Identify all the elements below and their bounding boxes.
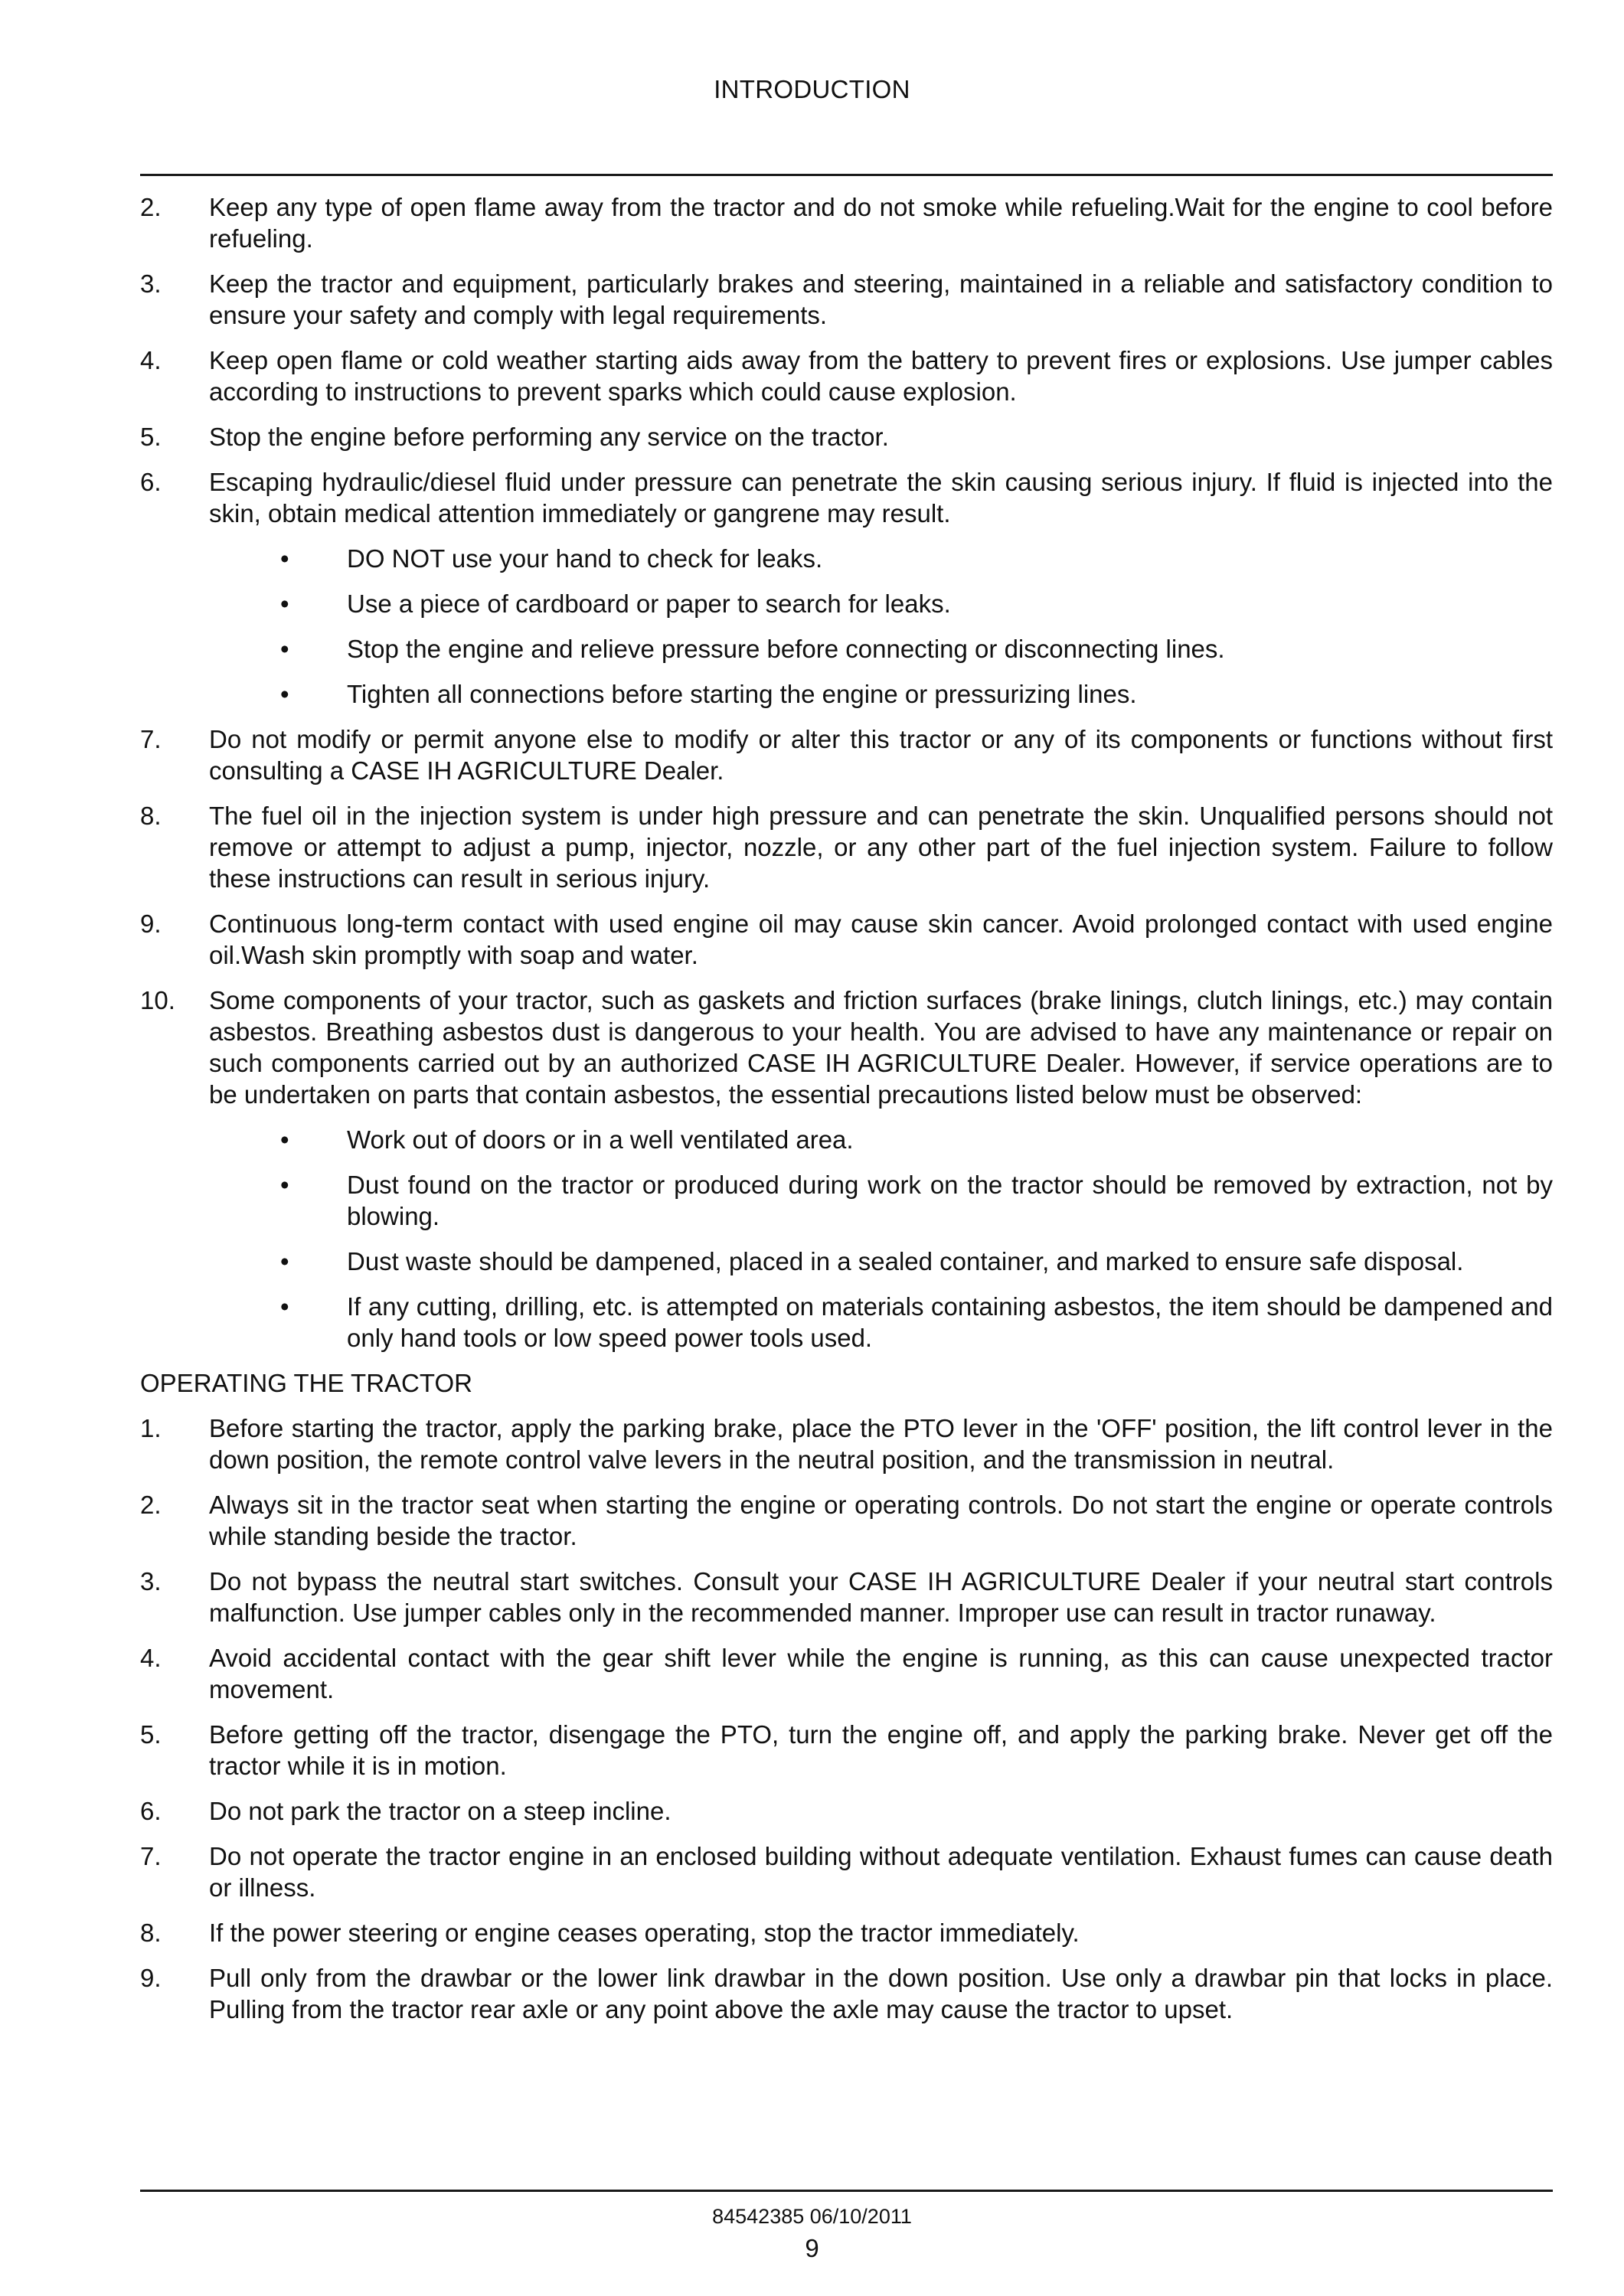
list-number: 4. xyxy=(140,346,162,374)
bullet-dot-icon: • xyxy=(280,544,289,573)
bullet-text: Dust found on the tractor or produced during work on the tractor should be removed by extraction, not by blowing. xyxy=(347,1171,1553,1230)
list-item-text: Stop the engine before performing any service on the tractor. xyxy=(209,423,889,451)
bullet-text: DO NOT use your hand to check for leaks. xyxy=(347,544,823,573)
list-number: 2. xyxy=(140,1491,162,1519)
footer-doc-reference: 84542385 06/10/2011 xyxy=(712,2205,912,2228)
bullet-dot-icon: • xyxy=(280,1171,289,1199)
list-item-text: Before starting the tractor, apply the parking brake, place the PTO lever in the 'OFF' position, the lift control lever in the down position, the remote control valve levers in the neutral position, and the transmission in neutral. xyxy=(209,1414,1553,1474)
safety-item xyxy=(140,985,1553,1354)
list-number: 7. xyxy=(140,1842,162,1870)
list-number: 6. xyxy=(140,468,162,496)
bullet-dot-icon: • xyxy=(280,590,289,618)
list-item-text: Keep the tractor and equipment, particularly brakes and steering, maintained in a reliable and satisfactory condition to ensure your safety and comply with legal requirements. xyxy=(209,269,1553,329)
page-header-title: INTRODUCTION xyxy=(714,75,910,103)
section-title: OPERATING THE TRACTOR xyxy=(140,1369,472,1397)
safety-item xyxy=(140,191,1553,254)
list-item-text: Continuous long-term contact with used engine oil may cause skin cancer. Avoid prolonged contact with used engine oil.Wash skin promptly with soap and water. xyxy=(209,910,1553,969)
list-number: 8. xyxy=(140,802,162,830)
safety-item xyxy=(140,421,1553,452)
list-item-text: The fuel oil in the injection system is under high pressure and can penetrate the skin. Unqualified persons should not remove or attempt to adjust a pump, injector, nozzle, or any other part of the fuel injection system. Failure to follow these instructions can result in serious injury. xyxy=(209,802,1553,893)
bullet-text: Use a piece of cardboard or paper to search for leaks. xyxy=(347,590,951,618)
list-item-text: Do not bypass the neutral start switches. Consult your CASE IH AGRICULTURE Dealer if your neutral start controls malfunction. Use jumper cables only in the recommended manner. Improper use can result in tractor runaway. xyxy=(209,1567,1553,1627)
footer-rule xyxy=(140,2190,1553,2192)
bullet-dot-icon: • xyxy=(280,635,289,663)
operating-list xyxy=(140,1413,1553,2025)
list-number: 8. xyxy=(140,1919,162,1947)
safety-item xyxy=(140,908,1553,971)
list-item-text: Escaping hydraulic/diesel fluid under pressure can penetrate the skin causing serious injury. If fluid is injected into the skin, obtain medical attention immediately or gangrene may result. xyxy=(209,468,1553,527)
operating-item xyxy=(140,1489,1553,1552)
operating-item xyxy=(140,1566,1553,1628)
safety-item xyxy=(140,466,1553,710)
page-content xyxy=(140,191,1553,2039)
list-number: 2. xyxy=(140,193,162,221)
list-number: 6. xyxy=(140,1797,162,1825)
operating-item xyxy=(140,1917,1553,1948)
bullet-item xyxy=(209,678,1553,710)
bullet-item xyxy=(209,1169,1553,1232)
bullet-item xyxy=(209,1291,1553,1354)
bullet-text: Work out of doors or in a well ventilated area. xyxy=(347,1125,854,1154)
header-rule xyxy=(140,174,1553,176)
bullet-item xyxy=(209,633,1553,665)
list-item-text: Keep any type of open flame away from the tractor and do not smoke while refueling.Wait for the engine to cool before refueling. xyxy=(209,193,1553,253)
bullet-dot-icon: • xyxy=(280,1292,289,1321)
bullet-item xyxy=(209,1246,1553,1277)
bullet-item xyxy=(209,588,1553,619)
operating-item xyxy=(140,1840,1553,1903)
operating-item xyxy=(140,1795,1553,1827)
list-number: 7. xyxy=(140,725,162,753)
bullet-dot-icon: • xyxy=(280,680,289,708)
safety-item xyxy=(140,345,1553,407)
bullet-dot-icon: • xyxy=(280,1247,289,1275)
list-number: 9. xyxy=(140,910,162,938)
list-item-text: Do not park the tractor on a steep incline. xyxy=(209,1797,671,1825)
operating-item xyxy=(140,1719,1553,1782)
list-item-text: Do not modify or permit anyone else to modify or alter this tractor or any of its components or functions without first consulting a CASE IH AGRICULTURE Dealer. xyxy=(209,725,1553,785)
list-number: 3. xyxy=(140,269,162,298)
bullet-item xyxy=(209,1124,1553,1155)
list-item-text: Avoid accidental contact with the gear shift lever while the engine is running, as this can cause unexpected tractor movement. xyxy=(209,1644,1553,1703)
bullet-text: Stop the engine and relieve pressure before connecting or disconnecting lines. xyxy=(347,635,1225,663)
bullet-list xyxy=(209,1124,1553,1354)
list-item-text: Always sit in the tractor seat when starting the engine or operating controls. Do not start the engine or operate controls while standing beside the tractor. xyxy=(209,1491,1553,1550)
safety-item xyxy=(140,723,1553,786)
list-number: 5. xyxy=(140,423,162,451)
footer-page-number: 9 xyxy=(805,2234,819,2262)
bullet-text: Tighten all connections before starting the engine or pressurizing lines. xyxy=(347,680,1137,708)
safety-list xyxy=(140,191,1553,1354)
bullet-text: Dust waste should be dampened, placed in a sealed container, and marked to ensure safe disposal. xyxy=(347,1247,1464,1275)
bullet-dot-icon: • xyxy=(280,1125,289,1154)
bullet-item xyxy=(209,543,1553,574)
list-number: 4. xyxy=(140,1644,162,1672)
operating-item xyxy=(140,1962,1553,2025)
list-number: 3. xyxy=(140,1567,162,1595)
list-item-text: Some components of your tractor, such as gaskets and friction surfaces (brake linings, clutch linings, etc.) may contain asbestos. Breathing asbestos dust is dangerous to your health. You are advised to have any maintenance or repair on such components carried out by an authorized CASE IH AGRICULTURE Dealer. However, if service operations are to be undertaken on parts that contain asbestos, the essential precautions listed below must be observed: xyxy=(209,986,1553,1109)
list-number: 9. xyxy=(140,1964,162,1992)
list-item-text: If the power steering or engine ceases operating, stop the tractor immediately. xyxy=(209,1919,1080,1947)
list-number: 5. xyxy=(140,1720,162,1749)
operating-item xyxy=(140,1642,1553,1705)
list-number: 10. xyxy=(140,986,175,1014)
bullet-text: If any cutting, drilling, etc. is attempted on materials containing asbestos, the item should be dampened and only hand tools or low speed power tools used. xyxy=(347,1292,1553,1352)
list-item-text: Keep open flame or cold weather starting aids away from the battery to prevent fires or explosions. Use jumper cables according to instructions to prevent sparks which could cause explosion. xyxy=(209,346,1553,406)
list-item-text: Pull only from the drawbar or the lower link drawbar in the down position. Use only a drawbar pin that locks in place. Pulling from the tractor rear axle or any point above the axle may cause the tractor to upset. xyxy=(209,1964,1553,2023)
list-number: 1. xyxy=(140,1414,162,1442)
operating-item xyxy=(140,1413,1553,1475)
safety-item xyxy=(140,800,1553,894)
list-item-text: Do not operate the tractor engine in an enclosed building without adequate ventilation. Exhaust fumes can cause death or illness. xyxy=(209,1842,1553,1902)
safety-item xyxy=(140,268,1553,331)
list-item-text: Before getting off the tractor, disengage the PTO, turn the engine off, and apply the parking brake. Never get off the tractor while it is in motion. xyxy=(209,1720,1553,1780)
bullet-list xyxy=(209,543,1553,710)
